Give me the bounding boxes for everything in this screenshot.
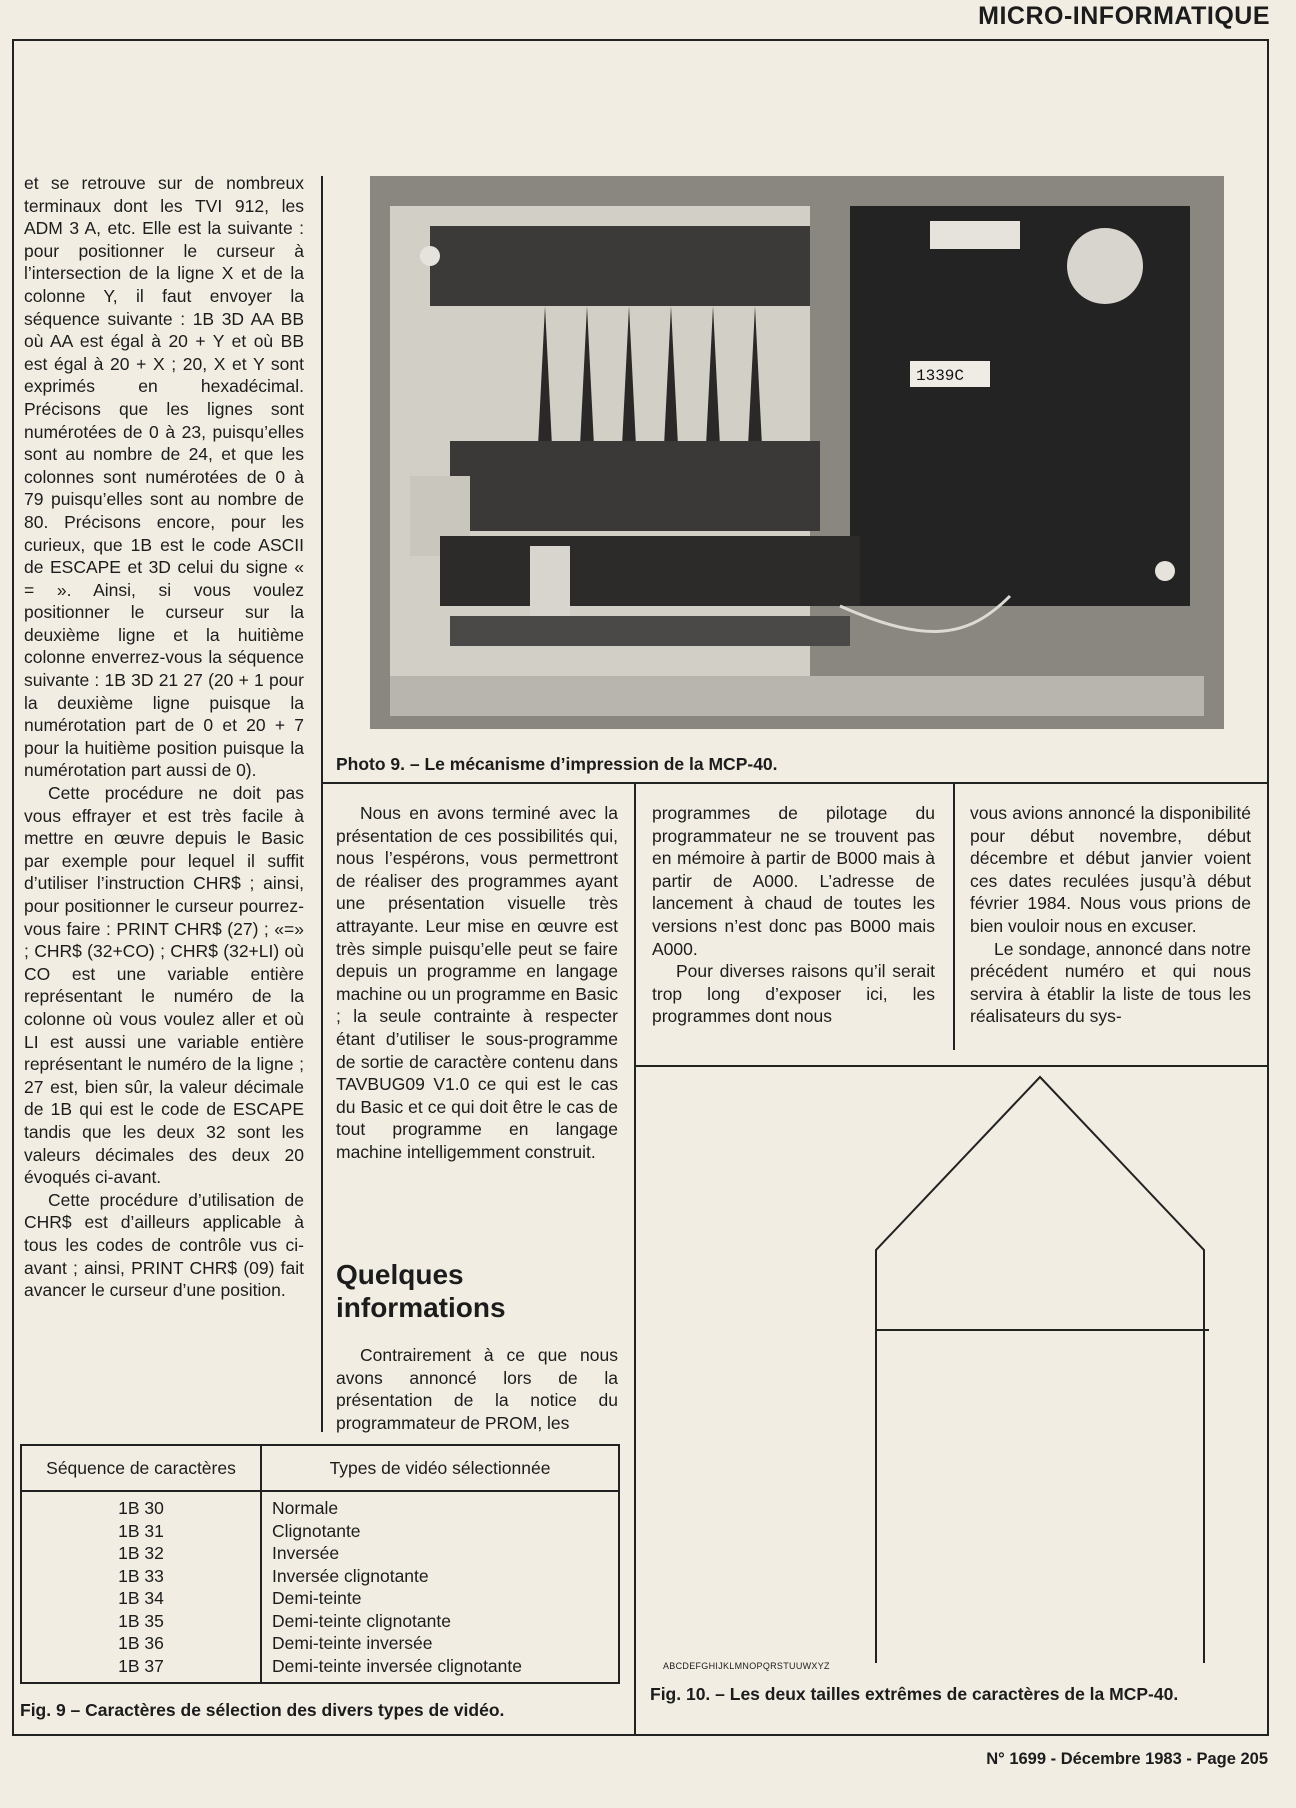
type-cell: Normale: [272, 1498, 339, 1518]
type-cell: Demi-teinte: [272, 1588, 362, 1608]
paragraph: programmes de pilotage du programmateur ne se trouvent pas en mémoire à partir de B000 mais à partir de A000. L’adresse de lancement à chaud de toutes les versions n’est donc pas B000 mais A000.: [652, 803, 935, 959]
table-row: [22, 1655, 618, 1678]
article-column-2b: [336, 1344, 618, 1434]
column-rule: [634, 1065, 1269, 1067]
type-cell: Inversée clignotante: [272, 1565, 429, 1586]
table-header-types: Types de vidéo sélectionnée: [329, 1458, 551, 1478]
article-column-3: [652, 802, 935, 1028]
table-header-sequence: Séquence de caractères: [46, 1458, 236, 1478]
printer-mechanism-photo: [370, 176, 1224, 729]
large-character-outline: [864, 1073, 1216, 1663]
column-rule: [953, 782, 955, 1050]
table-row: [22, 1632, 618, 1655]
paragraph: Pour diverses raisons qu’il serait trop long d’exposer ici, les programmes dont nous: [652, 961, 935, 1027]
page-footer: N° 1699 - Décembre 1983 - Page 205: [986, 1750, 1268, 1768]
sequence-cell: 1B 33: [118, 1565, 164, 1586]
table-row: [22, 1610, 618, 1633]
figure-caption: Fig. 10. – Les deux tailles extrêmes de caractères de la MCP-40.: [650, 1684, 1179, 1704]
type-cell: Demi-teinte clignotante: [272, 1610, 451, 1631]
paragraph: Nous en avons terminé avec la présentation de ces possibilités qui, nous l’espérons, vous permettront de réaliser des programmes ayant une présentation visuelle très attrayante. Leur mise en œuvre est très simple puisqu’elle peut se faire depuis un programme en langage machine ou un programme en Basic ; la seule contrainte à respecter étant d’utiliser le sous-programme de sortie de caractère contenu dans TAVBUG09 V1.0 ce qui est le cas du Basic et ce qui doit être le cas de tout programme en langage machine intelligemment construit.: [336, 803, 618, 1162]
section-title: MICRO-INFORMATIQUE: [978, 2, 1270, 30]
printer-photo-drawing: [370, 176, 1224, 729]
photo-caption: Photo 9. – Le mécanisme d’impression de la MCP-40.: [336, 754, 778, 774]
type-cell: Demi-teinte inversée: [272, 1633, 433, 1653]
video-types-table: [20, 1444, 620, 1684]
paragraph: Le sondage, annoncé dans notre précédent numéro et qui nous servira à établir la liste de tous les réalisateurs du sys-: [970, 938, 1251, 1027]
paragraph: Cette procédure d’utilisation de CHR$ est d’ailleurs applicable à tous les codes de contrôle vus ci-avant ; ainsi, PRINT CHR$ (09) fait avancer le curseur d’une position.: [24, 1189, 304, 1301]
article-column-2: [336, 802, 618, 1164]
column-rule: [634, 782, 636, 1736]
table-row: [22, 1542, 618, 1565]
section-heading: Quelques informations: [336, 1259, 506, 1323]
article-column-1: [24, 172, 304, 1302]
small-character-sample: ABCDEFGHIJKLMNOPQRSTUUWXYZ: [663, 1661, 830, 1671]
sequence-cell: 1B 32: [118, 1543, 164, 1563]
chip-label: 1339C: [916, 367, 965, 385]
paragraph: vous avions annoncé la disponibilité pour début novembre, début décembre et début janvier voient ces dates reculées jusqu’à début février 1984. Nous vous prions de bien vouloir nous en excuser.: [970, 803, 1251, 936]
table-row: [22, 1497, 618, 1520]
table-row: [22, 1520, 618, 1543]
table-caption: Fig. 9 – Caractères de sélection des divers types de vidéo.: [20, 1700, 505, 1720]
sequence-cell: 1B 35: [118, 1610, 164, 1631]
sequence-cell: 1B 31: [118, 1520, 164, 1541]
table-divider: [22, 1490, 618, 1492]
paragraph: Cette procédure ne doit pas vous effrayer et est très facile à mettre en œuvre depuis le Basic par exemple pour lequel il suffit d’utiliser l’instruction CHR$ ; ainsi, pour positionner le curseur pourrez-vous faire : PRINT CHR$ (27) ; «=» ; CHR$ (32+CO) ; CHR$ (32+LI) où CO est une variable entière représentant le numéro de la colonne où vous voulez aller et où LI est aussi une variable entière représentant le numéro de la ligne ; 27 est, bien sûr, la valeur décimale de 1B qui est le code de ESCAPE tandis que les deux 32 sont les valeurs décimales des deux 20 évoqués ci-avant.: [24, 783, 304, 1188]
table-row: [22, 1565, 618, 1588]
sequence-cell: 1B 37: [118, 1655, 164, 1676]
sequence-cell: 1B 36: [118, 1633, 164, 1653]
column-rule: [321, 176, 323, 1432]
paragraph: Contrairement à ce que nous avons annoncé lors de la présentation de la notice du programmateur de PROM, les: [336, 1345, 618, 1433]
type-cell: Clignotante: [272, 1520, 361, 1541]
paragraph: et se retrouve sur de nombreux terminaux dont les TVI 912, les ADM 3 A, etc. Elle est la suivante : pour positionner le curseur à l’intersection de la ligne X et de la colonne Y, il faut envoyer la séquence suivante : 1B 3D AA BB où AA est égal à 20 + Y et où BB est égal à 20 + X ; 20, X et Y sont exprimés en hexadécimal. Précisons que les lignes sont numérotées de 0 à 23, puisqu’elles sont au nombre de 24, et que les colonnes sont numérotées de 0 à 79 puisqu’elles sont au nombre de 80. Précisons encore, pour les curieux, que 1B est le code ASCII de ESCAPE et 3D celui du signe « = ». Ainsi, si vous voulez positionner le curseur sur la deuxième ligne et la huitième colonne enverrez-vous la séquence suivante : 1B 3D 21 27 (20 + 1 pour la deuxième ligne puisque la numérotation part de 0 et 20 + 7 pour la huitième position puisque la numérotation part aussi de 0).: [24, 173, 304, 781]
type-cell: Inversée: [272, 1543, 340, 1563]
article-column-4: [970, 802, 1251, 1028]
column-rule: [321, 782, 1269, 784]
sequence-cell: 1B 30: [118, 1498, 164, 1518]
table-row: [22, 1587, 618, 1610]
type-cell: Demi-teinte inversée clignotante: [272, 1655, 522, 1676]
sequence-cell: 1B 34: [118, 1588, 164, 1608]
